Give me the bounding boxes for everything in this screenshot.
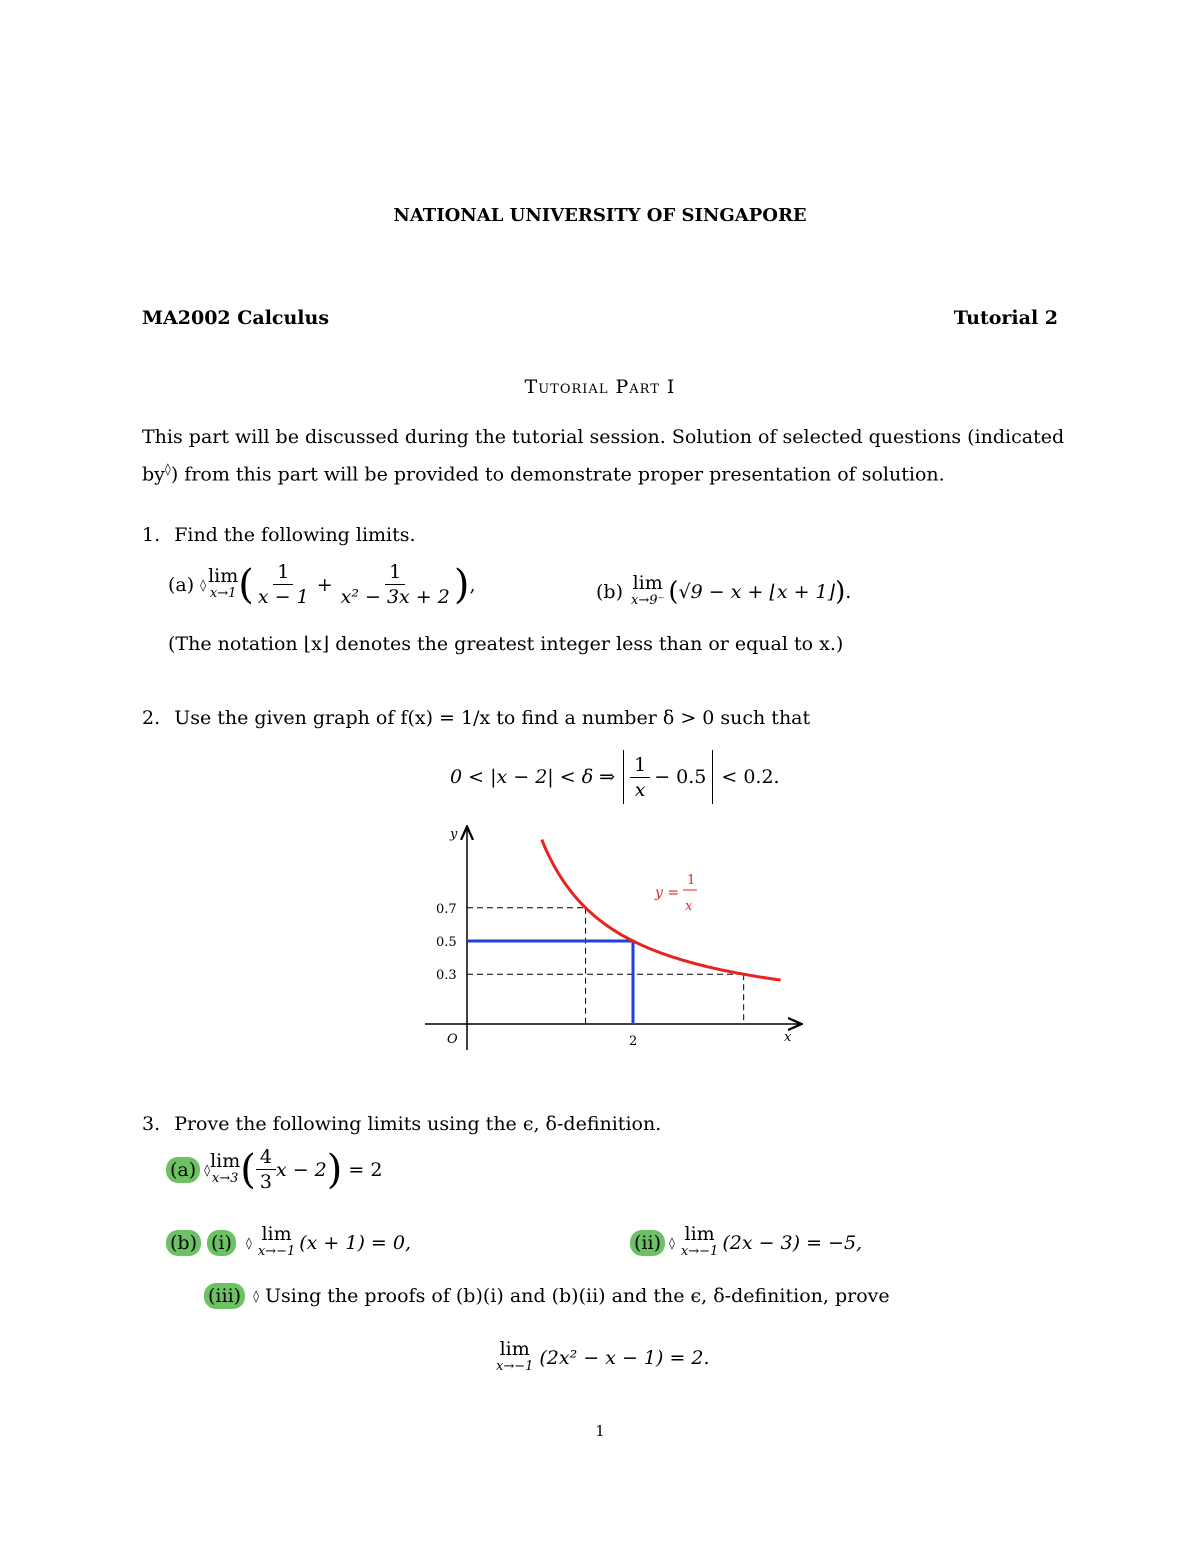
q3-text: Prove the following limits using the ϵ, δ-definition.: [174, 1113, 662, 1135]
curve-label-left: y =: [655, 885, 680, 901]
tutorial-number: Tutorial 2: [953, 307, 1058, 329]
q1b-expr: √9 − x + ⌊x + 1⌋: [678, 581, 836, 603]
q3a-num: 4: [256, 1145, 276, 1170]
q1b-label: (b): [596, 581, 623, 603]
q1a-label: (a): [168, 573, 195, 596]
q2-cond-right: < 0.2.: [721, 766, 780, 788]
q3bi-lim: lim: [261, 1223, 292, 1245]
curve-label-num: 1: [687, 873, 696, 888]
y-tick-label-0: 0.7: [436, 901, 457, 917]
q3-final-lim: lim: [499, 1338, 530, 1360]
diamond-icon: ◊: [164, 462, 171, 476]
intro-line-1: This part will be discussed during the tutorial session. Solution of selected questions (indicated: [142, 426, 1065, 448]
q1a-frac2-num: 1: [385, 560, 405, 585]
q1b-expression: (b) lim x→9⁻ ( √9 − x + ⌊x + 1⌋ ) .: [596, 572, 852, 608]
q3bii-expression: [630, 1225, 862, 1261]
q3biii-text: Using the proofs of (b)(i) and (b)(ii) and the ϵ, δ-definition, prove: [265, 1285, 890, 1307]
q3-final-expr: (2x² − x − 1) = 2.: [539, 1347, 710, 1369]
q1-note: (The notation ⌊x⌋ denotes the greatest integer less than or equal to x.): [168, 633, 844, 655]
q3biii-label: (iii): [204, 1283, 245, 1309]
q1a-lim: lim: [208, 564, 239, 587]
university-title: NATIONAL UNIVERSITY OF SINGAPORE: [393, 205, 807, 226]
origin-label: O: [447, 1032, 458, 1047]
diamond-icon: ◊: [204, 1162, 211, 1177]
section-title: Tutorial Part I: [524, 376, 676, 398]
q2-cond-left: 0 < |x − 2| < δ ⇒: [450, 766, 616, 788]
diamond-icon: ◊: [200, 577, 207, 592]
q3bii-lim: lim: [684, 1223, 715, 1245]
x-tick-label: 2: [629, 1034, 638, 1049]
q1a-lim-sub: x→1: [209, 585, 237, 601]
q1a-plus: +: [316, 573, 333, 596]
q3a-expression: (a) ◊ lim x→3 ( $\frac{4}{3}$ x − 2 ) = 2: [166, 1145, 382, 1194]
q1a-frac1-num: 1: [273, 560, 293, 585]
y-axis-label: y: [450, 827, 458, 842]
q3bi-lim-sub: x→−1: [257, 1244, 296, 1259]
q1a-frac2-den: x² − 3x + 2: [340, 586, 450, 608]
intro-by: by: [142, 463, 165, 486]
q3a-rest: x − 2: [275, 1158, 327, 1181]
diamond-icon: ◊: [668, 1236, 675, 1250]
q1b-lim: lim: [632, 572, 663, 594]
q3bii-lim-sub: x→−1: [680, 1244, 719, 1259]
q3b-label: (b): [166, 1230, 201, 1256]
q2-cond-num: 1: [630, 753, 650, 778]
intro-rest: ) from this part will be provided to demonstrate proper presentation of solution.: [170, 463, 945, 486]
q2-cond-inner: − 0.5: [654, 766, 707, 788]
q3-number: 3.: [142, 1113, 161, 1135]
q2-text: Use the given graph of f(x) = 1/x to find a number δ > 0 such that: [174, 707, 811, 729]
x-axis-label: x: [784, 1030, 792, 1045]
q3bi-expression: [166, 1225, 411, 1261]
q1a-end: ,: [469, 573, 476, 596]
diamond-icon: ◊: [253, 1289, 259, 1303]
q3bi-label: (i): [207, 1230, 236, 1256]
q2-number: 2.: [142, 707, 161, 729]
q2-cond-den: x: [634, 778, 646, 801]
q1a-expression: (a) ◊ lim x→1 ( $\frac{1}{x - 1}$ + $\frac{1}{\text{x² − 3x + 2}}$ ) ,: [168, 561, 476, 608]
q3biii-expression: [204, 1283, 890, 1309]
q3bii-label: (ii): [630, 1230, 665, 1256]
q3a-den: 3: [259, 1171, 272, 1193]
q1-number: 1.: [142, 524, 161, 546]
q1a-frac1-den: x − 1: [257, 586, 309, 608]
q3bii-expr: (2x − 3) = −5,: [722, 1232, 863, 1254]
q3a-lim: lim: [210, 1149, 241, 1172]
q1-text: Find the following limits.: [174, 524, 416, 546]
q3-final-lim-sub: x→−1: [496, 1359, 534, 1374]
diamond-icon: ◊: [245, 1236, 252, 1250]
y-tick-label-1: 0.5: [436, 935, 457, 950]
highlight-path: [467, 941, 633, 1024]
q1b-end: .: [845, 581, 852, 603]
q3a-lim-sub: x→3: [211, 1170, 239, 1186]
q3-final-expression: [496, 1340, 710, 1376]
course-title: MA2002 Calculus: [142, 307, 330, 329]
q1b-lim-sub: x→9⁻: [631, 593, 665, 608]
q3-heading: [142, 1113, 661, 1135]
curve-label-den: x: [685, 899, 693, 914]
q3a-label: (a): [166, 1157, 200, 1183]
y-tick-label-2: 0.3: [436, 968, 457, 984]
q3bi-expr: (x + 1) = 0,: [299, 1232, 411, 1254]
page-number: 1: [595, 1422, 605, 1440]
q3a-eq: = 2: [348, 1158, 383, 1181]
curve-1-over-x: [542, 840, 781, 981]
